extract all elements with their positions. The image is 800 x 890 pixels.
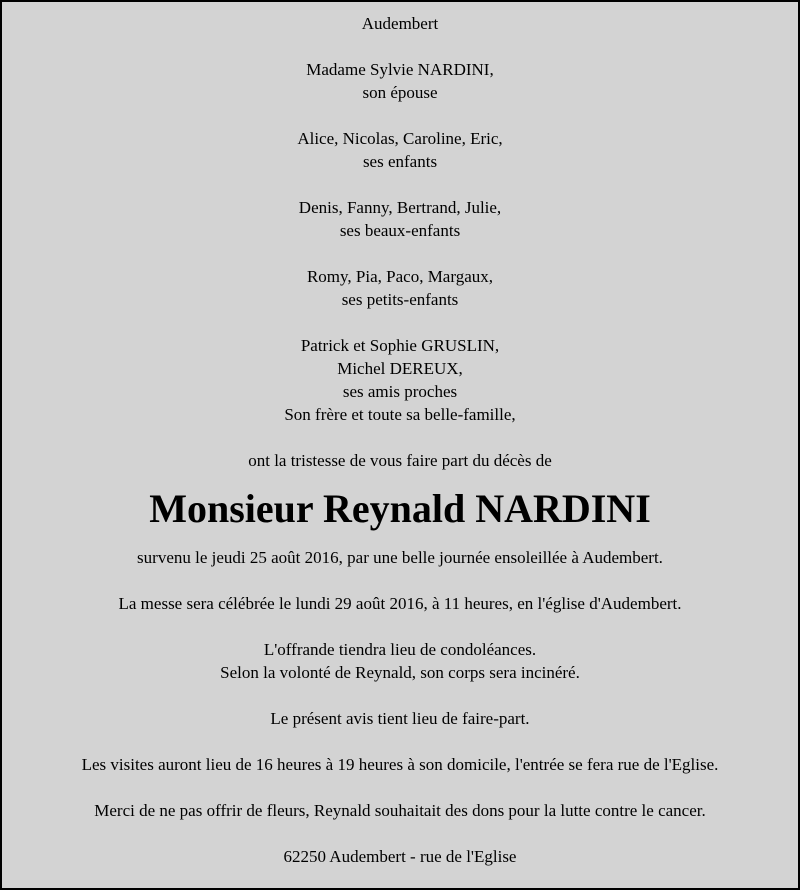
deceased-name: Monsieur Reynald NARDINI xyxy=(149,486,651,531)
children-names: Alice, Nicolas, Caroline, Eric, xyxy=(297,129,503,148)
friends-relation: ses amis proches xyxy=(342,382,458,401)
grandchildren-names: Romy, Pia, Paco, Margaux, xyxy=(306,267,494,286)
death-details: survenu le jeudi 25 août 2016, par une belle journée ensoleillée à Audembert. xyxy=(137,548,663,567)
announcement-text: ont la tristesse de vous faire part du décès de xyxy=(248,451,552,470)
header-place: Audembert xyxy=(361,14,439,33)
friends-line-2: Michel DEREUX, xyxy=(337,359,463,378)
flowers-text: Merci de ne pas offrir de fleurs, Reynald souhaitait des dons pour la lutte contre le cancer. xyxy=(94,801,706,820)
friends-line-1: Patrick et Sophie GRUSLIN, xyxy=(300,336,500,355)
spouse-relation: son épouse xyxy=(362,83,438,102)
visits-text: Les visites auront lieu de 16 heures à 19 heures à son domicile, l'entrée se fera rue de l'Eglise. xyxy=(81,755,719,774)
spouse-name: Madame Sylvie NARDINI, xyxy=(306,60,494,79)
cremation-text: Selon la volonté de Reynald, son corps sera incinéré. xyxy=(220,663,580,682)
offering-text: L'offrande tiendra lieu de condoléances. xyxy=(263,640,537,659)
stepchildren-names: Denis, Fanny, Bertrand, Julie, xyxy=(298,198,502,217)
stepchildren-relation: ses beaux-enfants xyxy=(339,221,461,240)
children-relation: ses enfants xyxy=(362,152,438,171)
mass-details: La messe sera célébrée le lundi 29 août 2016, à 11 heures, en l'église d'Audembert. xyxy=(118,594,682,613)
address-text: 62250 Audembert - rue de l'Eglise xyxy=(283,847,517,866)
extended-family: Son frère et toute sa belle-famille, xyxy=(284,405,516,424)
notice-content xyxy=(2,12,798,868)
grandchildren-relation: ses petits-enfants xyxy=(341,290,459,309)
notice-text: Le présent avis tient lieu de faire-part. xyxy=(270,709,530,728)
